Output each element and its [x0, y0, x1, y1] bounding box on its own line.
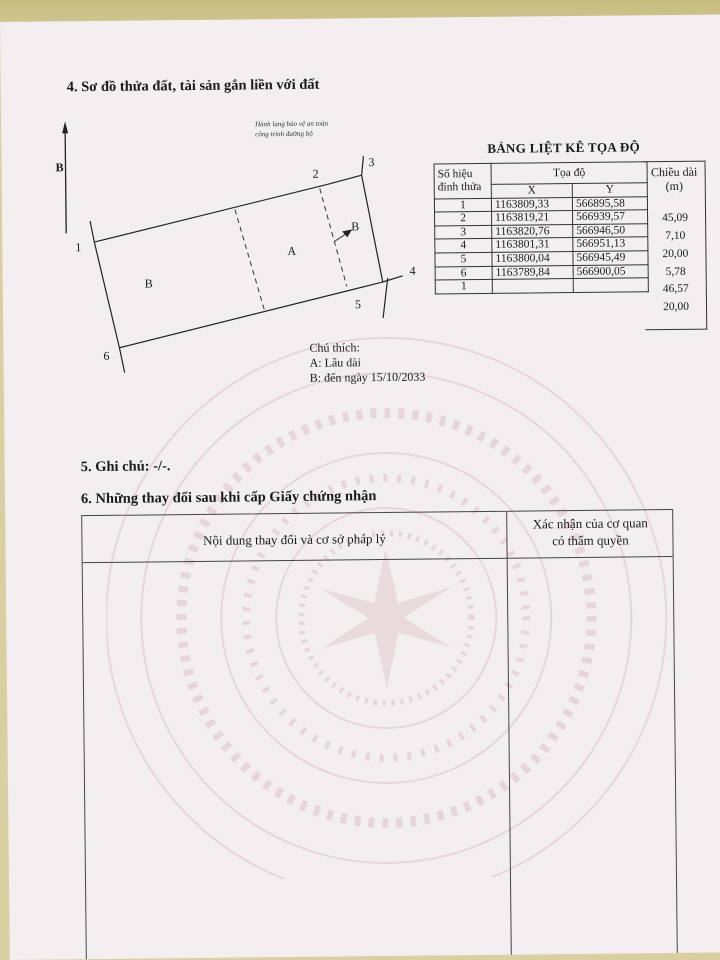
- coord-cell-point: 5: [435, 252, 492, 266]
- coord-cell-y: 566895,58: [572, 196, 647, 210]
- length-value: 20,00: [662, 247, 689, 261]
- zone-a-label: A: [287, 243, 297, 259]
- changes-col-confirmation: Xác nhận của cơ quan có thẩm quyền: [532, 515, 648, 549]
- header-length: Chiều dài (m): [650, 164, 698, 194]
- certificate-page: [0, 14, 720, 959]
- changes-header-divider: [83, 556, 673, 563]
- coord-cell-x: [492, 279, 573, 293]
- coord-cell-point: 2: [435, 212, 492, 226]
- coord-cell-y: 566946,50: [573, 224, 648, 238]
- coord-cell-point: 1: [434, 198, 491, 212]
- header-coords: Tọa độ: [491, 162, 647, 185]
- length-value: 45,09: [662, 211, 689, 225]
- point-6-label: 6: [103, 348, 110, 363]
- coord-cell-y: 566945,49: [573, 251, 648, 265]
- coord-table: [434, 161, 649, 294]
- header-x: X: [491, 184, 572, 198]
- legend: [309, 340, 425, 386]
- zone-b-label: B: [144, 276, 153, 291]
- coord-table-title: BẢNG LIỆT KÊ TỌA ĐỘ: [487, 139, 641, 156]
- point-3-label: 3: [368, 155, 375, 170]
- coord-cell-y: 566951,13: [573, 237, 648, 251]
- length-value: 5,78: [665, 265, 686, 279]
- changes-table: [81, 509, 678, 960]
- changes-column-divider: [506, 512, 512, 960]
- coord-cell-y: 566900,05: [573, 264, 648, 278]
- coord-cell-x: 1163801,31: [492, 238, 573, 252]
- length-value: 46,57: [662, 282, 689, 296]
- coord-cell-x: 1163789,84: [492, 265, 573, 279]
- north-arrow-line: [65, 129, 66, 233]
- coord-cell-point: 6: [435, 266, 492, 280]
- length-value: 20,00: [663, 300, 690, 314]
- point-4-label: 4: [409, 263, 416, 278]
- arrow-b-label: B: [351, 219, 360, 234]
- header-point: Số hiệu đỉnh thửa: [434, 163, 491, 198]
- coord-cell-x: 1163809,33: [491, 197, 572, 211]
- section5-title: 5. Ghi chú: -/-.: [80, 458, 171, 476]
- section4-title: 4. Sơ đồ thửa đất, tài sản gắn liền với đất: [66, 76, 320, 96]
- coord-cell-x: 1163820,76: [492, 224, 573, 238]
- coord-cell-x: 1163819,21: [492, 211, 573, 225]
- coord-cell-point: 3: [435, 225, 492, 239]
- coord-cell-y: 566939,57: [573, 210, 648, 224]
- legend-b: B: đến ngày 15/10/2033: [309, 369, 426, 385]
- coord-table-row: [435, 278, 648, 294]
- coord-cell-y: [573, 278, 648, 292]
- coord-cell-point: 1: [435, 280, 492, 294]
- point-5-label: 5: [354, 297, 362, 312]
- north-label: B: [55, 160, 64, 175]
- north-arrow-icon: [62, 121, 68, 133]
- legend-title: Chú thích:: [309, 340, 360, 355]
- point-1-label: 1: [75, 240, 82, 255]
- coord-cell-point: 4: [435, 239, 492, 253]
- corridor-note-line1: Hành lang bảo vệ an toàn: [255, 119, 329, 129]
- header-y: Y: [572, 183, 647, 197]
- corridor-note-line2: công trình đường bộ: [255, 129, 313, 139]
- coord-cell-x: 1163800,04: [492, 251, 573, 265]
- point-2-label: 2: [312, 166, 319, 181]
- section6-title: 6. Những thay đổi sau khi cấp Giấy chứng nhận: [80, 488, 377, 508]
- legend-a: A: Lâu dài: [309, 355, 361, 370]
- length-value: 7,10: [665, 229, 686, 243]
- coord-table-header-row: [434, 162, 647, 185]
- changes-col-content: Nội dung thay đổi và cơ sở pháp lý: [202, 530, 386, 548]
